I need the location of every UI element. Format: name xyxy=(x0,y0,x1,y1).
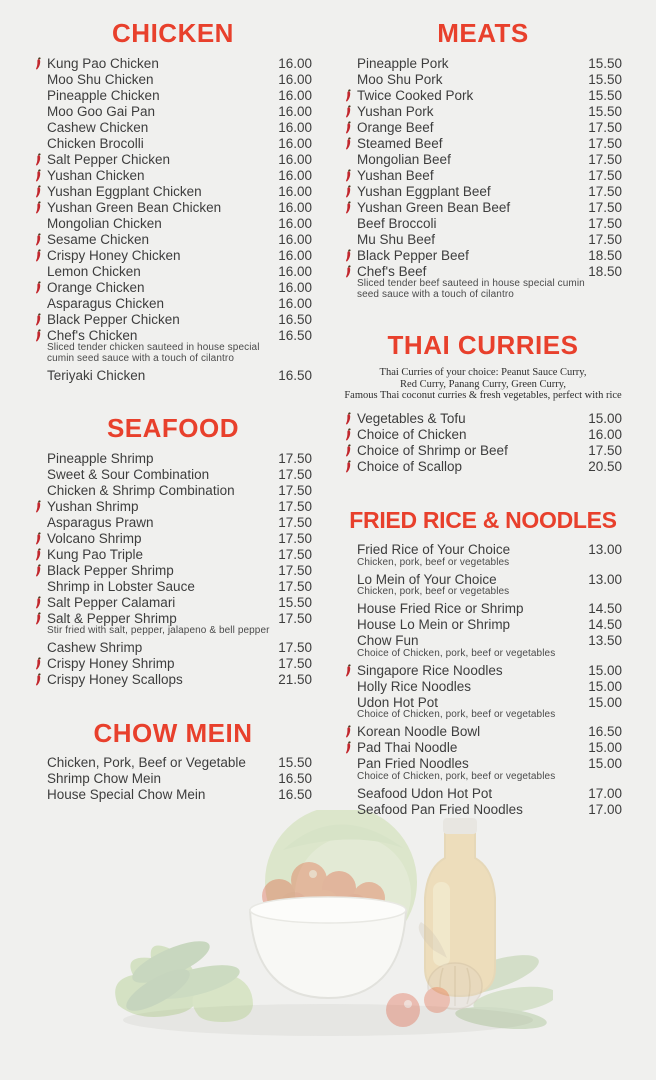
item-name: House Lo Mein or Shrimp xyxy=(357,617,511,632)
item-name: Lo Mein of Your Choice xyxy=(357,571,497,587)
menu-item xyxy=(34,610,312,626)
menu-item xyxy=(34,787,312,803)
item-name: Steamed Beef xyxy=(357,135,443,151)
item-name: Pan Fried Noodles xyxy=(357,756,469,771)
menu-item xyxy=(34,367,312,383)
item-price: 16.50 xyxy=(278,327,312,343)
item-price: 16.00 xyxy=(278,247,312,263)
menu-item xyxy=(344,231,622,247)
item-name: Shrimp Chow Mein xyxy=(47,771,162,786)
item-name: Black Pepper Chicken xyxy=(47,311,180,327)
chili-pepper-icon xyxy=(344,169,357,182)
item-price: 17.50 xyxy=(588,167,622,183)
item-price: 16.50 xyxy=(278,311,312,327)
chili-pepper-icon xyxy=(34,169,47,182)
item-price: 13.50 xyxy=(588,633,622,648)
item-price: 17.50 xyxy=(278,530,312,546)
item-price: 16.00 xyxy=(278,279,312,295)
item-name: Moo Shu Pork xyxy=(357,71,443,87)
menu-item xyxy=(34,247,312,263)
item-price: 17.50 xyxy=(278,498,312,514)
chili-pepper-icon xyxy=(34,548,47,561)
menu-item xyxy=(344,167,622,183)
item-price: 16.00 xyxy=(278,135,312,151)
menu-item xyxy=(34,231,312,247)
item-name: Kung Pao Triple xyxy=(47,546,144,562)
menu-item xyxy=(34,514,312,530)
item-name: Choice of Shrimp or Beef xyxy=(357,443,508,458)
vegetables-bowl-oil-garlic-illustration xyxy=(103,810,553,1055)
item-name: Fried Rice of Your Choice xyxy=(357,542,511,557)
chili-pepper-icon xyxy=(344,444,357,457)
section-title: SEAFOOD xyxy=(106,413,240,443)
chili-pepper-icon xyxy=(34,233,47,246)
item-price: 16.00 xyxy=(278,151,312,167)
item-price: 17.50 xyxy=(588,183,622,199)
item-name: Mongolian Chicken xyxy=(47,215,162,231)
section-title: CHICKEN xyxy=(112,18,234,48)
menu-item xyxy=(34,311,312,327)
section-title: MEATS xyxy=(437,18,529,48)
item-price: 16.00 xyxy=(278,263,312,279)
item-price: 17.50 xyxy=(278,466,312,482)
menu-section-thai-curries xyxy=(344,330,622,475)
menu-item xyxy=(344,151,622,167)
menu-item xyxy=(344,411,622,427)
menu-item xyxy=(344,785,622,801)
item-name: Volcano Shrimp xyxy=(47,530,142,546)
chili-pepper-icon xyxy=(344,121,357,134)
chili-pepper-icon xyxy=(344,249,357,262)
menu-item xyxy=(34,771,312,787)
item-price: 16.00 xyxy=(278,71,312,87)
menu-item xyxy=(34,578,312,594)
menu-item xyxy=(344,119,622,135)
menu-item xyxy=(34,151,312,167)
chili-pepper-icon xyxy=(344,460,357,473)
item-name: Choice of Chicken xyxy=(357,427,467,442)
item-price: 15.50 xyxy=(588,55,622,71)
menu-item xyxy=(344,247,622,263)
section-subtitle xyxy=(344,367,622,402)
menu-item xyxy=(34,594,312,610)
item-price: 16.00 xyxy=(278,183,312,199)
item-name: Chef's Chicken xyxy=(47,327,138,343)
menu-item xyxy=(344,678,622,694)
menu-item xyxy=(34,450,312,466)
chili-pepper-icon xyxy=(344,185,357,198)
menu-item xyxy=(344,617,622,633)
chili-pepper-icon xyxy=(344,741,357,754)
item-price: 16.00 xyxy=(278,167,312,183)
item-name: Yushan Beef xyxy=(357,167,434,183)
menu-item xyxy=(344,724,622,740)
item-price: 15.00 xyxy=(588,694,622,710)
item-price: 16.00 xyxy=(278,103,312,119)
item-name: Moo Goo Gai Pan xyxy=(47,103,156,119)
item-name: Cashew Chicken xyxy=(47,119,149,135)
menu-item xyxy=(344,215,622,231)
menu-item xyxy=(34,183,312,199)
item-name: Asparagus Prawn xyxy=(47,514,154,530)
menu-item xyxy=(34,498,312,514)
item-name: Orange Beef xyxy=(357,119,434,135)
item-price: 15.00 xyxy=(588,411,622,426)
item-price: 17.50 xyxy=(278,546,312,562)
chili-pepper-icon xyxy=(34,657,47,670)
menu-item xyxy=(344,601,622,617)
section-title: THAI CURRIES xyxy=(387,330,579,360)
item-price: 16.50 xyxy=(588,724,622,739)
item-price: 17.50 xyxy=(588,443,622,458)
item-name: Mongolian Beef xyxy=(357,151,451,167)
item-price: 17.50 xyxy=(278,656,312,671)
item-price: 16.00 xyxy=(278,295,312,311)
item-price: 15.00 xyxy=(588,678,622,694)
item-name: Pineapple Pork xyxy=(357,55,449,71)
item-name: Crispy Honey Shrimp xyxy=(47,656,175,671)
menu-item xyxy=(34,546,312,562)
menu-item xyxy=(344,135,622,151)
chili-pepper-icon xyxy=(344,664,357,677)
item-note: Sliced tender chicken sauteed in house special cumin seed sauce with a touch of cilantro xyxy=(47,342,260,364)
menu-item xyxy=(34,199,312,215)
menu-item xyxy=(34,55,312,71)
item-name: Chicken Brocolli xyxy=(47,135,144,151)
item-price: 20.50 xyxy=(588,459,622,474)
item-note: Sliced tender beef sauteed in house special cumin seed sauce with a touch of cilantro xyxy=(357,278,585,300)
item-price: 16.00 xyxy=(278,215,312,231)
menu-section-seafood xyxy=(34,413,312,688)
menu-item xyxy=(344,756,622,772)
item-name: Korean Noodle Bowl xyxy=(357,724,481,739)
item-name: Seafood Pan Fried Noodles xyxy=(357,801,523,817)
item-name: Pineapple Chicken xyxy=(47,87,160,103)
item-name: Pineapple Shrimp xyxy=(47,450,154,466)
menu-item xyxy=(34,119,312,135)
item-price: 16.50 xyxy=(278,787,312,802)
item-price: 16.00 xyxy=(278,199,312,215)
item-note: Choice of Chicken, pork, beef or vegetables xyxy=(357,647,556,659)
chili-pepper-icon xyxy=(34,564,47,577)
item-name: Chicken & Shrimp Combination xyxy=(47,482,235,498)
item-name: Twice Cooked Pork xyxy=(357,87,474,103)
item-name: Salt Pepper Calamari xyxy=(47,594,176,610)
section-subtitle-line: Thai Curries of your choice: Peanut Sauce Curry, xyxy=(379,367,587,378)
item-name: Vegetables & Tofu xyxy=(357,411,466,426)
item-price: 16.00 xyxy=(278,231,312,247)
menu-item xyxy=(34,562,312,578)
item-price: 17.50 xyxy=(278,640,312,655)
menu-item xyxy=(34,167,312,183)
chili-pepper-icon xyxy=(34,612,47,625)
item-price: 13.00 xyxy=(588,571,622,587)
menu-column-left xyxy=(34,18,312,817)
item-name: Chicken, Pork, Beef or Vegetable xyxy=(47,755,246,770)
menu-item xyxy=(34,466,312,482)
item-name: Choice of Scallop xyxy=(357,459,463,474)
item-name: Singapore Rice Noodles xyxy=(357,662,503,678)
item-price: 17.50 xyxy=(588,215,622,231)
item-name: Black Pepper Shrimp xyxy=(47,562,174,578)
item-name: House Special Chow Mein xyxy=(47,787,206,802)
item-price: 17.50 xyxy=(588,231,622,247)
chili-pepper-icon xyxy=(34,500,47,513)
chili-pepper-icon xyxy=(34,313,47,326)
chili-pepper-icon xyxy=(344,201,357,214)
item-price: 15.50 xyxy=(588,103,622,119)
menu-item xyxy=(344,427,622,443)
menu-item xyxy=(34,482,312,498)
item-name: Chef's Beef xyxy=(357,263,427,279)
menu-item xyxy=(344,662,622,678)
menu-item xyxy=(34,327,312,343)
item-price: 17.50 xyxy=(278,514,312,530)
menu-item xyxy=(34,103,312,119)
item-price: 16.00 xyxy=(278,119,312,135)
item-name: Moo Shu Chicken xyxy=(47,71,154,87)
menu-item xyxy=(34,215,312,231)
item-name: Black Pepper Beef xyxy=(357,247,469,263)
menu-item xyxy=(34,87,312,103)
menu-item xyxy=(34,295,312,311)
item-name: House Fried Rice or Shrimp xyxy=(357,601,524,616)
menu-item xyxy=(344,801,622,817)
menu-item xyxy=(344,443,622,459)
item-price: 15.50 xyxy=(588,87,622,103)
menu-item xyxy=(34,263,312,279)
item-name: Lemon Chicken xyxy=(47,263,141,279)
item-price: 13.00 xyxy=(588,542,622,557)
item-note: Choice of Chicken, pork, beef or vegetables xyxy=(357,709,556,720)
menu-item xyxy=(344,71,622,87)
chili-pepper-icon xyxy=(344,89,357,102)
item-price: 16.00 xyxy=(278,55,312,71)
item-price: 15.00 xyxy=(588,740,622,755)
item-price: 17.00 xyxy=(588,801,622,817)
menu-item xyxy=(344,103,622,119)
chili-pepper-icon xyxy=(34,596,47,609)
menu-item xyxy=(344,263,622,279)
menu-section-chicken xyxy=(34,18,312,383)
item-name: Yushan Eggplant Beef xyxy=(357,183,491,199)
menu-item xyxy=(34,755,312,771)
item-name: Beef Broccoli xyxy=(357,215,437,231)
item-name: Yushan Chicken xyxy=(47,167,145,183)
item-price: 17.50 xyxy=(588,199,622,215)
item-name: Seafood Udon Hot Pot xyxy=(357,785,493,801)
item-price: 16.00 xyxy=(278,87,312,103)
chili-pepper-icon xyxy=(34,329,47,342)
menu-item xyxy=(34,71,312,87)
item-name: Asparagus Chicken xyxy=(47,295,165,311)
chili-pepper-icon xyxy=(344,412,357,425)
item-price: 17.50 xyxy=(278,450,312,466)
chili-pepper-icon xyxy=(34,185,47,198)
item-name: Salt Pepper Chicken xyxy=(47,151,171,167)
chili-pepper-icon xyxy=(34,249,47,262)
item-price: 18.50 xyxy=(588,247,622,263)
item-name: Yushan Green Bean Beef xyxy=(357,199,511,215)
item-price: 17.50 xyxy=(278,578,312,594)
item-name: Sweet & Sour Combination xyxy=(47,466,210,482)
item-name: Crispy Honey Chicken xyxy=(47,247,181,263)
item-price: 21.50 xyxy=(278,672,312,687)
menu-item xyxy=(344,55,622,71)
chili-pepper-icon xyxy=(34,201,47,214)
item-price: 15.50 xyxy=(588,71,622,87)
item-name: Mu Shu Beef xyxy=(357,231,436,247)
menu-item xyxy=(34,640,312,656)
item-price: 15.00 xyxy=(588,662,622,678)
item-name: Yushan Eggplant Chicken xyxy=(47,183,202,199)
menu-item xyxy=(344,87,622,103)
section-subtitle-line: Famous Thai coconut curries & fresh vegetables, perfect with rice xyxy=(344,390,622,401)
menu-item xyxy=(34,656,312,672)
item-name: Kung Pao Chicken xyxy=(47,55,159,71)
item-price: 15.00 xyxy=(588,756,622,771)
section-title: FRIED RICE & NOODLES xyxy=(349,506,617,533)
menu-item xyxy=(344,542,622,558)
item-price: 17.50 xyxy=(278,610,312,626)
item-name: Yushan Green Bean Chicken xyxy=(47,199,222,215)
item-note: Stir fried with salt, pepper, jalapeno & bell pepper xyxy=(47,625,270,636)
item-price: 17.50 xyxy=(588,151,622,167)
chili-pepper-icon xyxy=(34,57,47,70)
menu-item xyxy=(344,694,622,710)
menu-section-chow-mein xyxy=(34,718,312,803)
item-price: 16.00 xyxy=(588,427,622,442)
item-name: Yushan Shrimp xyxy=(47,498,139,514)
chili-pepper-icon xyxy=(34,281,47,294)
menu-item xyxy=(34,530,312,546)
item-name: Pad Thai Noodle xyxy=(357,740,458,755)
menu-item xyxy=(344,183,622,199)
item-price: 17.50 xyxy=(588,119,622,135)
chili-pepper-icon xyxy=(344,105,357,118)
chili-pepper-icon xyxy=(34,532,47,545)
item-price: 17.50 xyxy=(278,482,312,498)
item-note: Chicken, pork, beef or vegetables xyxy=(357,556,510,568)
menu-item xyxy=(344,633,622,649)
item-price: 16.50 xyxy=(278,771,312,786)
item-price: 16.50 xyxy=(278,367,312,383)
item-price: 17.50 xyxy=(278,562,312,578)
item-name: Orange Chicken xyxy=(47,279,145,295)
menu-item xyxy=(34,672,312,688)
item-name: Cashew Shrimp xyxy=(47,640,143,655)
menu-item xyxy=(344,740,622,756)
menu-column-right xyxy=(344,18,622,817)
item-name: Udon Hot Pot xyxy=(357,694,439,710)
section-title: CHOW MEIN xyxy=(93,717,253,748)
section-subtitle-line: Red Curry, Panang Curry, Green Curry, xyxy=(400,378,566,390)
item-price: 14.50 xyxy=(588,601,622,616)
chili-pepper-icon xyxy=(344,428,357,441)
menu-section-fried-rice-noodles xyxy=(344,505,622,818)
item-name: Shrimp in Lobster Sauce xyxy=(47,578,195,594)
item-note: Chicken, pork, beef or vegetables xyxy=(357,586,510,597)
chili-pepper-icon xyxy=(344,725,357,738)
item-price: 15.50 xyxy=(278,755,312,770)
item-price: 15.50 xyxy=(278,594,312,610)
item-name: Chow Fun xyxy=(357,633,419,648)
chili-pepper-icon xyxy=(34,673,47,686)
item-price: 17.00 xyxy=(588,785,622,801)
chili-pepper-icon xyxy=(34,153,47,166)
item-price: 14.50 xyxy=(588,617,622,632)
menu-item xyxy=(344,571,622,587)
menu-item xyxy=(344,459,622,475)
item-name: Sesame Chicken xyxy=(47,231,150,247)
item-price: 18.50 xyxy=(588,263,622,279)
item-name: Holly Rice Noodles xyxy=(357,678,472,694)
menu-item xyxy=(34,279,312,295)
item-name: Teriyaki Chicken xyxy=(47,367,146,383)
chili-pepper-icon xyxy=(344,137,357,150)
menu-item xyxy=(34,135,312,151)
menu-item xyxy=(344,199,622,215)
item-name: Yushan Pork xyxy=(357,103,434,119)
item-note: Choice of Chicken, pork, beef or vegetables xyxy=(357,770,556,782)
chili-pepper-icon xyxy=(344,265,357,278)
item-name: Crispy Honey Scallops xyxy=(47,672,183,687)
item-price: 17.50 xyxy=(588,135,622,151)
item-name: Salt & Pepper Shrimp xyxy=(47,610,177,626)
menu-section-meats xyxy=(344,18,622,300)
